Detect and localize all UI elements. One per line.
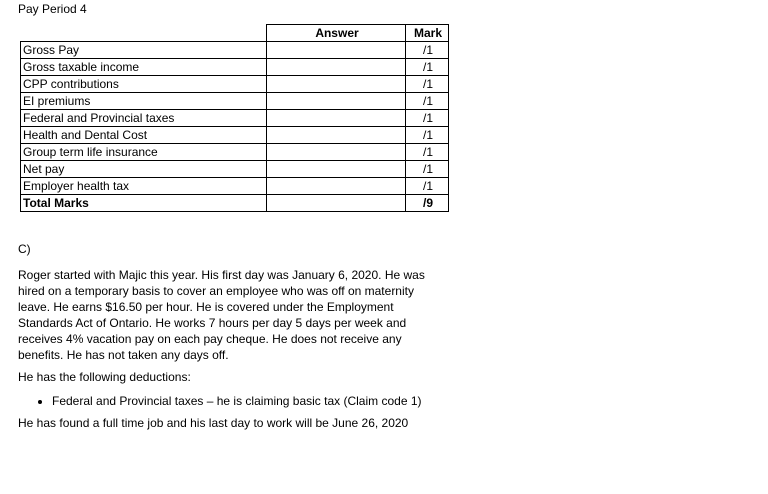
table-row xyxy=(21,59,449,76)
row-label: Net pay xyxy=(21,161,267,178)
row-label: CPP contributions xyxy=(21,76,267,93)
row-answer[interactable] xyxy=(267,42,406,59)
table-row xyxy=(21,76,449,93)
row-answer[interactable] xyxy=(267,178,406,195)
section-c xyxy=(18,241,428,431)
paragraph-3: He has found a full time job and his last day to work will be June 26, 2020 xyxy=(18,416,409,430)
pay-period-table xyxy=(20,24,449,212)
table-body xyxy=(21,42,449,195)
row-label: Employer health tax xyxy=(21,178,267,195)
row-label: EI premiums xyxy=(21,93,267,110)
table-row xyxy=(21,178,449,195)
row-mark: /1 xyxy=(406,161,449,178)
total-mark: /9 xyxy=(406,195,449,212)
deductions-list xyxy=(18,393,428,409)
row-answer[interactable] xyxy=(267,76,406,93)
row-answer[interactable] xyxy=(267,59,406,76)
row-label: Gross Pay xyxy=(21,42,267,59)
row-mark: /1 xyxy=(406,127,449,144)
row-answer[interactable] xyxy=(267,161,406,178)
row-mark: /1 xyxy=(406,93,449,110)
row-mark: /1 xyxy=(406,59,449,76)
table-row xyxy=(21,161,449,178)
table-row xyxy=(21,144,449,161)
table-row xyxy=(21,110,449,127)
row-label: Gross taxable income xyxy=(21,59,267,76)
deduction-item: • Federal and Provincial taxes – he is claiming basic tax (Claim code 1) xyxy=(52,393,428,409)
table-row xyxy=(21,127,449,144)
row-label: Federal and Provincial taxes xyxy=(21,110,267,127)
row-answer[interactable] xyxy=(267,144,406,161)
row-answer[interactable] xyxy=(267,93,406,110)
row-answer[interactable] xyxy=(267,110,406,127)
row-mark: /1 xyxy=(406,178,449,195)
table-row xyxy=(21,93,449,110)
table-header-row xyxy=(21,25,449,42)
paragraph-2: He has the following deductions: xyxy=(18,370,191,384)
row-label: Health and Dental Cost xyxy=(21,127,267,144)
header-mark: Mark xyxy=(406,25,449,42)
row-mark: /1 xyxy=(406,110,449,127)
table-row xyxy=(21,42,449,59)
page-heading: Pay Period 4 xyxy=(18,2,87,16)
total-answer[interactable] xyxy=(267,195,406,212)
total-label: Total Marks xyxy=(21,195,267,212)
row-mark: /1 xyxy=(406,42,449,59)
paragraph-1: Roger started with Majic this year. His first day was January 6, 2020. He was hired on a temporary basis to cover an employee who was off on maternity leave. He earns $16.50 per hour. He is covered under the Employment Standards Act of Ontario. He works 7 hours per day 5 days per week and receives 4% vacation pay on each pay cheque. He does not receive any benefits. He has not taken any days off. xyxy=(18,268,425,362)
row-mark: /1 xyxy=(406,76,449,93)
row-label: Group term life insurance xyxy=(21,144,267,161)
header-item xyxy=(21,25,267,42)
header-answer: Answer xyxy=(267,25,406,42)
row-answer[interactable] xyxy=(267,127,406,144)
row-mark: /1 xyxy=(406,144,449,161)
total-row xyxy=(21,195,449,212)
section-label: C) xyxy=(18,242,31,256)
